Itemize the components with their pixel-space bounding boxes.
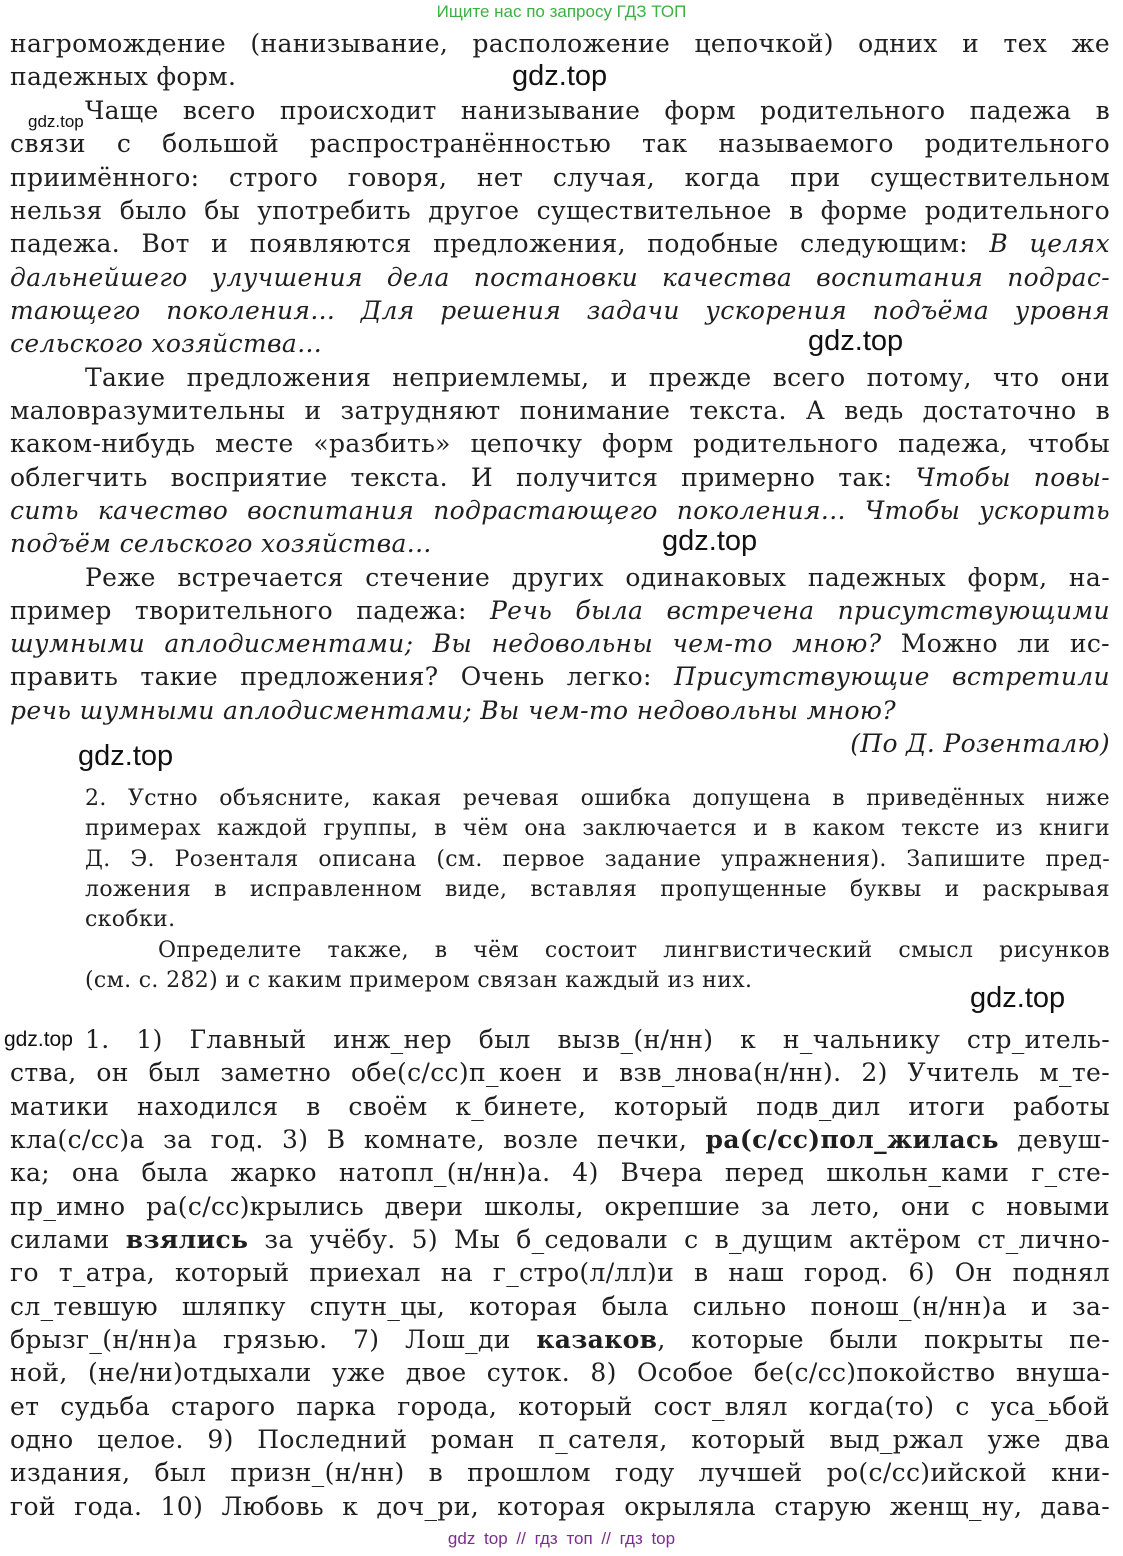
text-line: нагромождение (нанизывание, расположение цепочкой) одних и тех же bbox=[10, 29, 1110, 58]
task-line: Д. Э. Розенталя описана (см. первое задание упражнения). Запишите пред- bbox=[85, 847, 1110, 872]
exercise-line: ной, (не/ни)отдыхали уже двое суток. 8) Особое бе(с/сс)покойство внуша- bbox=[10, 1358, 1110, 1387]
watermark: gdz.top bbox=[28, 112, 84, 131]
exercise-line: 1. 1) Главный инж_нер был вызв_(н/нн) к н_чальнику стр_итель- bbox=[85, 1025, 1110, 1054]
exercise-line: одно целое. 9) Последний роман п_сателя, который выд_ржал уже два bbox=[10, 1425, 1110, 1454]
text-line: тающего поколения... Для решения задачи ускорения подъёма уровня bbox=[10, 296, 1110, 325]
exercise-line: ка; она была жарко натопл_(н/нн)а. 4) Вчера перед школьн_ками г_сте- bbox=[10, 1158, 1110, 1187]
text-line: каком-нибудь месте «разбить» цепочку форм родительного падежа, чтобы bbox=[10, 429, 1110, 458]
exercise-line: ства, он был заметно обе(с/сс)п_коен и взв_лнова(н/нн). 2) Учитель м_те- bbox=[10, 1058, 1110, 1087]
text-line: речь шумными аплодисментами; Вы чем-то недовольны мною? bbox=[10, 696, 897, 725]
source-attribution: (По Д. Розенталю) bbox=[850, 729, 1110, 758]
exercise-line: го т_атра, который приехал на г_стро(л/лл)и в наш город. 6) Он поднял bbox=[10, 1258, 1110, 1287]
watermark: gdz.top bbox=[4, 1028, 73, 1051]
watermark: gdz.top bbox=[662, 525, 758, 557]
text-line: править такие предложения? Очень легко: Присутствующие встретили bbox=[10, 662, 1110, 691]
site-banner: Ищите нас по запросу ГДЗ ТОП bbox=[436, 2, 687, 21]
text-line: маловразумительны и затрудняют понимание текста. А ведь достаточно в bbox=[10, 396, 1110, 425]
exercise-line: ет судьба старого парка города, который сост_влял когда(то) с уса_ьбой bbox=[10, 1392, 1110, 1421]
text-line: связи с большой распространённостью так называемого родительного bbox=[10, 129, 1110, 158]
exercise-line: гой года. 10) Любовь к доч_ри, которая окрыляла старую женщ_ну, дава- bbox=[10, 1492, 1110, 1521]
text-line: дальнейшего улучшения дела постановки качества воспитания подрас- bbox=[10, 263, 1110, 292]
text-line: нельзя было бы употребить другое существительное в форме родительного bbox=[10, 196, 1110, 225]
exercise-line: кла(с/сс)а за год. 3) В комнате, возле печки, ра(с/сс)пол_жилась девуш- bbox=[10, 1125, 1110, 1154]
text-line: подъём сельского хозяйства... bbox=[10, 529, 432, 558]
text-line: сить качество воспитания подрастающего поколения... Чтобы ускорить bbox=[10, 496, 1110, 525]
site-footer: gdz top // гдз топ // гдз top bbox=[447, 1529, 676, 1548]
exercise-line: сл_тевшую шляпку спутн_цы, которая была сильно понош_(н/нн)а и за- bbox=[10, 1292, 1110, 1321]
watermark: gdz.top bbox=[970, 982, 1066, 1014]
exercise-line: издания, был призн_(н/нн) в прошлом году лучшей ро(с/сс)ийской кни- bbox=[10, 1458, 1110, 1487]
watermark: gdz.top bbox=[808, 325, 904, 357]
exercise-line: пр_имно ра(с/сс)крылись двери школы, окрепшие за лето, они с новыми bbox=[10, 1192, 1110, 1221]
text-line: приимённого: строго говоря, нет случая, когда при существительном bbox=[10, 163, 1110, 192]
text-line: падежа. Вот и появляются предложения, подобные следующим: В целях bbox=[10, 229, 1110, 258]
exercise-line: брызг_(н/нн)а грязью. 7) Лош_ди казаков, которые были покрыты пе- bbox=[10, 1325, 1110, 1354]
watermark: gdz.top bbox=[512, 60, 608, 92]
task-line: ложения в исправленном виде, вставляя пропущенные буквы и раскрывая bbox=[85, 877, 1110, 902]
text-line: облегчить восприятие текста. И получится примерно так: Чтобы повы- bbox=[10, 463, 1110, 492]
exercise-line: матики находился в своём к_бинете, который подв_дил итоги работы bbox=[10, 1092, 1110, 1121]
task-line: скобки. bbox=[85, 907, 176, 932]
text-line: Чаще всего происходит нанизывание форм родительного падежа в bbox=[85, 96, 1110, 125]
text-line: падежных форм. bbox=[10, 62, 237, 91]
task-line: примерах каждой группы, в чём она заключается и в каком тексте из книги bbox=[85, 816, 1110, 841]
task-line: 2. Устно объясните, какая речевая ошибка допущена в приведённых ниже bbox=[85, 786, 1110, 811]
text-line: пример творительного падежа: Речь была встречена присутствующими bbox=[10, 596, 1110, 625]
task-line: Определите также, в чём состоит лингвистический смысл рисунков bbox=[158, 938, 1110, 963]
text-line: сельского хозяйства... bbox=[10, 329, 323, 358]
task-line: (см. с. 282) и с каким примером связан каждый из них. bbox=[85, 968, 753, 993]
watermark: gdz.top bbox=[78, 740, 174, 772]
text-line: Реже встречается стечение других одинаковых падежных форм, на- bbox=[85, 563, 1110, 592]
exercise-line: силами взялись за учёбу. 5) Мы б_седовали с в_дущим актёром ст_лично- bbox=[10, 1225, 1110, 1254]
text-line: шумными аплодисментами; Вы недовольны чем-то мною? Можно ли ис- bbox=[10, 629, 1110, 658]
text-line: Такие предложения неприемлемы, и прежде всего потому, что они bbox=[85, 363, 1110, 392]
